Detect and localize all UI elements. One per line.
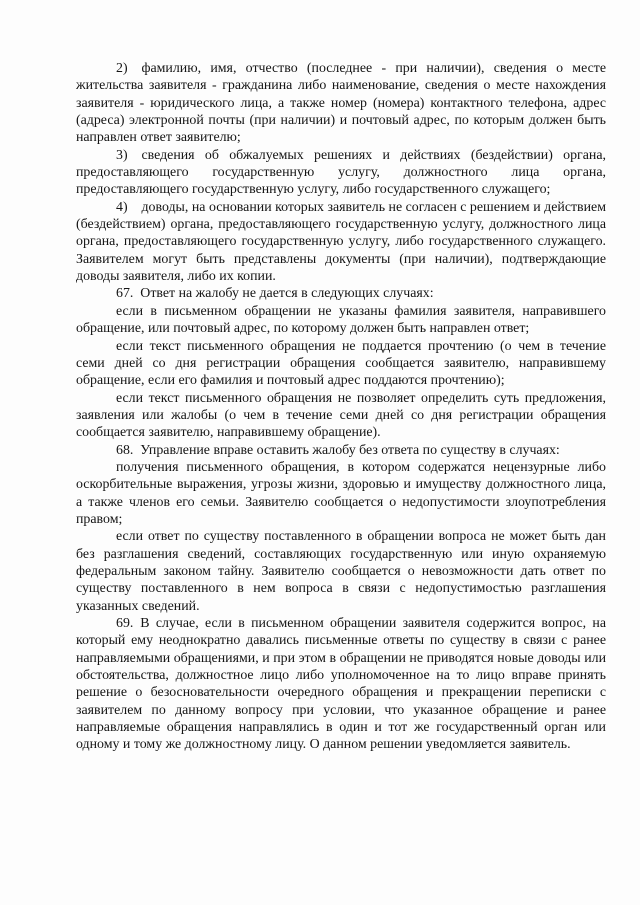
- paragraph-item-4: 4) доводы, на основании которых заявитель не согласен с решением и действием (бездействием) органа, предоставляющего государственную услугу, должностного лица органа, предоставляющего государственную услугу, либо государственного служащего. Заявителем могут быть представлены документы (при наличии), подтверждающие доводы заявителя, либо их копии.: [76, 199, 606, 285]
- paragraph-67-case-2: если текст письменного обращения не поддается прочтению (о чем в течение семи дней со дня регистрации обращения сообщается заявителю, направившему обращение, если его фамилия и почтовый адрес поддаются прочтению);: [76, 338, 606, 389]
- document-body: [76, 60, 606, 754]
- paragraph-68-case-1: получения письменного обращения, в котором содержатся нецензурные либо оскорбительные выражения, угрозы жизни, здоровью и имуществу должностного лица, а также членов его семьи. Заявителю сообщается о недопустимости злоупотребления правом;: [76, 459, 606, 527]
- paragraph-68: 68. Управление вправе оставить жалобу без ответа по существу в случаях:: [116, 442, 560, 458]
- paragraph-67-case-1: если в письменном обращении не указаны фамилия заявителя, направившего обращение, или почтовый адрес, по которому должен быть направлен ответ;: [76, 303, 606, 337]
- paragraph-item-3: 3) сведения об обжалуемых решениях и действиях (бездействии) органа, предоставляющего государственную услугу, должностного лица органа, предоставляющего государственную услугу, либо государственного служащего;: [76, 147, 606, 198]
- paragraph-item-2: 2) фамилию, имя, отчество (последнее - при наличии), сведения о месте жительства заявителя - гражданина либо наименование, сведения о месте нахождения заявителя - юридического лица, а также номер (номера) контактного телефона, адрес (адреса) электронной почты (при наличии) и почтовый адрес, по которым должен быть направлен ответ заявителю;: [76, 61, 606, 146]
- paragraph-67: 67. Ответ на жалобу не дается в следующих случаях:: [116, 286, 434, 302]
- paragraph-67-case-3: если текст письменного обращения не позволяет определить суть предложения, заявления или жалобы (о чем в течение семи дней со дня регистрации обращения сообщается заявителю, направившему обращение).: [76, 390, 606, 441]
- paragraph-68-case-2: если ответ по существу поставленного в обращении вопроса не может быть дан без разглашения сведений, составляющих государственную или иную охраняемую федеральным законом тайну. Заявителю сообщается о невозможности дать ответ по существу поставленного в нем вопроса в связи с недопустимостью разглашения указанных сведений.: [76, 529, 606, 614]
- paragraph-69: 69. В случае, если в письменном обращении заявителя содержится вопрос, на который ему неоднократно давались письменные ответы по существу в связи с ранее направляемыми обращениями, и при этом в обращении не приводятся новые доводы или обстоятельства, должностное лицо либо уполномоченное на то лицо вправе принять решение о безосновательности очередного обращения и прекращении переписки с заявителем по данному вопросу при условии, что указанное обращение и ранее направляемые обращения направлялись в один и тот же государственный орган или одному и тому же должностному лицу. О данном решении уведомляется заявитель.: [76, 616, 606, 753]
